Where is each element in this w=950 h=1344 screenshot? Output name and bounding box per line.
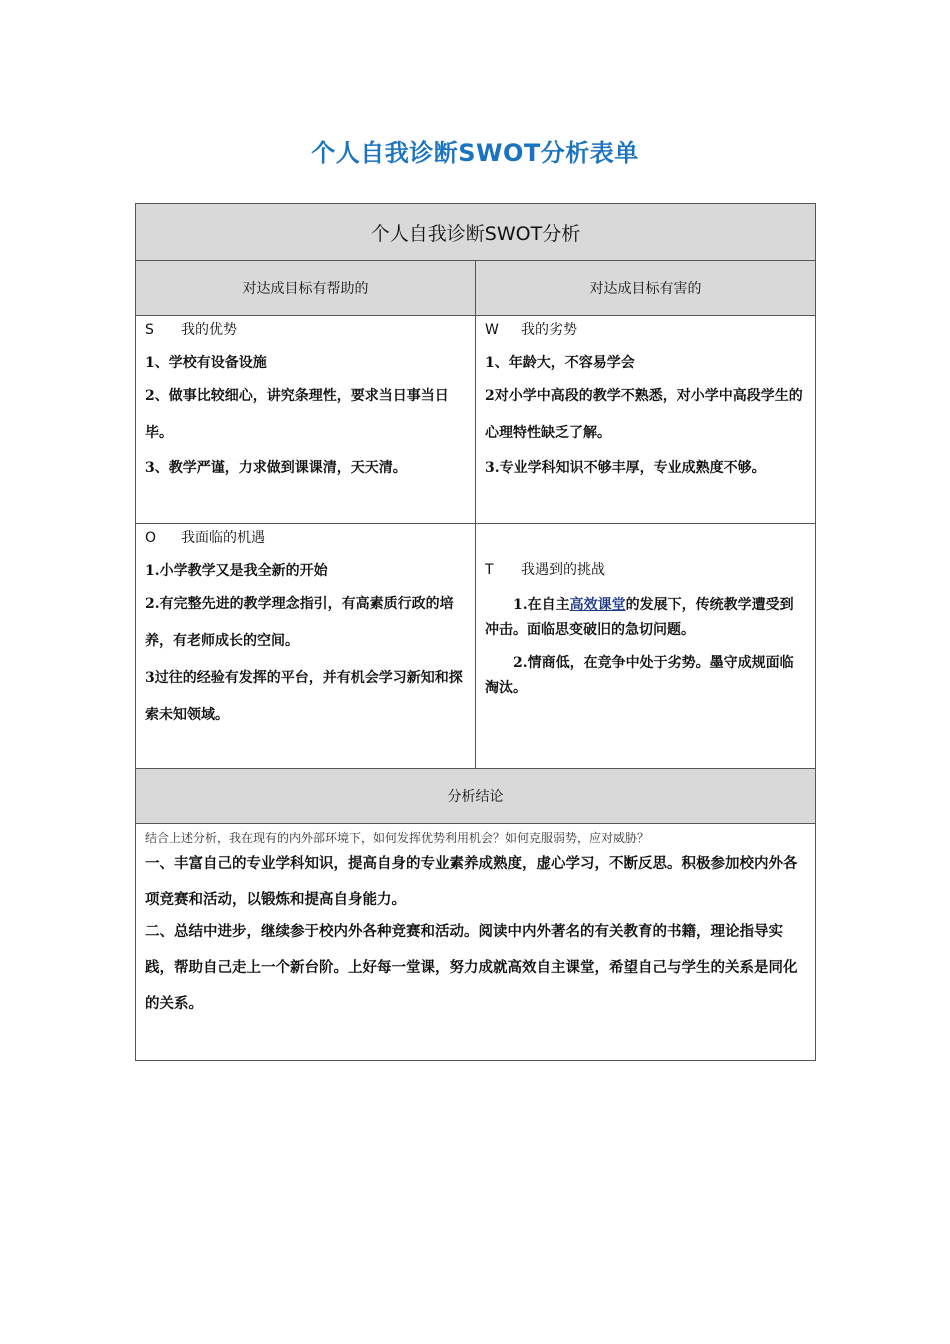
threat-item: 2.情商低，在竞争中处于劣势。墨守成规面临淘汰。 [485, 655, 794, 696]
efficient-classroom-link[interactable]: 高效课堂 [569, 597, 626, 613]
conclusion-body [136, 824, 815, 1060]
weaknesses-title: 我的劣势 [521, 322, 577, 338]
weaknesses-cell [476, 316, 815, 523]
helpful-header: 对达成目标有帮助的 [136, 261, 476, 315]
threats-title: 我遇到的挑战 [521, 562, 605, 578]
table-banner: 个人自我诊断SWOT分析 [136, 204, 815, 261]
strengths-cell [136, 316, 476, 523]
harmful-header: 对达成目标有害的 [589, 281, 702, 297]
opportunities-heading [145, 528, 467, 548]
swot-table [135, 203, 816, 1061]
threats-cell [476, 524, 815, 768]
weakness-item: 3.专业学科知识不够丰厚，专业成熟度不够。 [485, 460, 766, 476]
strength-item: 1、学校有设备设施 [145, 355, 267, 371]
threat-item [485, 593, 807, 643]
threats-letter: T [485, 562, 494, 578]
opportunities-title: 我面临的机遇 [181, 530, 265, 546]
opportunities-cell [136, 524, 476, 768]
strengths-title: 我的优势 [181, 322, 237, 338]
conclusion-point: 一、丰富自己的专业学科知识，提高自身的专业素养成熟度，虚心学习，不断反思。积极参加校内外各项竞赛和活动，以锻炼和提高自身能力。 [145, 855, 798, 908]
conclusion-point: 二、总结中进步，继续参于校内外各种竞赛和活动。阅读中内外著名的有关教育的书籍，理论指导实践，帮助自己走上一个新台阶。上好每一堂课，努力成就高效自主课堂，希望自己与学生的关系是同化的关系。 [145, 923, 798, 1012]
document-title: 个人自我诊断SWOT分析表单 [311, 139, 639, 167]
threat-item-suffix: 的发展下，传统教学遭受到冲击。面临思变破旧的急切问题。 [485, 597, 794, 638]
weakness-item: 2对小学中高段的教学不熟悉，对小学中高段学生的心理特性缺乏了解。 [485, 388, 803, 441]
opportunity-item: 1.小学教学又是我全新的开始 [145, 563, 328, 579]
strengths-letter: S [145, 322, 154, 338]
column-headers [136, 261, 815, 316]
opportunities-letter: O [145, 530, 157, 546]
weakness-item: 1、年龄大，不容易学会 [485, 355, 635, 371]
opportunities-threats-row [136, 524, 815, 769]
conclusion-prompt: 结合上述分析，我在现有的内外部环境下，如何发挥优势利用机会？如何克服弱势，应对威胁？ [145, 831, 650, 845]
strengths-weaknesses-row [136, 316, 815, 524]
opportunity-item: 2.有完整先进的教学理念指引，有高素质行政的培养，有老师成长的空间。 [145, 596, 454, 649]
weaknesses-heading [485, 320, 807, 340]
opportunity-item: 3过往的经验有发挥的平台，并有机会学习新知和探索未知领域。 [145, 670, 463, 723]
strengths-heading [145, 320, 467, 340]
weaknesses-letter: W [485, 322, 499, 338]
threat-item-prefix: 1.在自主 [513, 597, 570, 613]
strength-item: 2、做事比较细心，讲究条理性，要求当日事当日毕。 [145, 388, 449, 441]
conclusion-header: 分析结论 [136, 769, 815, 824]
strength-item: 3、教学严谨，力求做到课课清，天天清。 [145, 460, 407, 476]
threats-heading [485, 560, 807, 580]
